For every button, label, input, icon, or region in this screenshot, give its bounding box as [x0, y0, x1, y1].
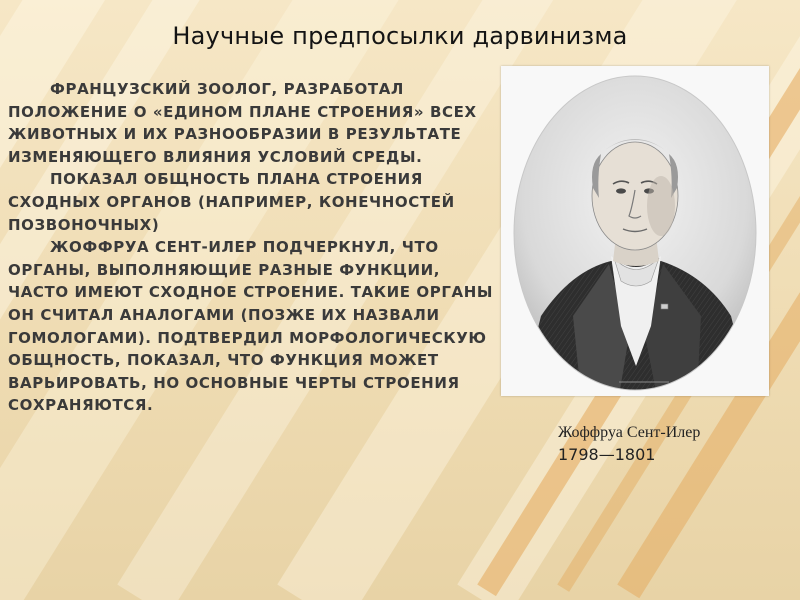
- paragraph-1: ФРАНЦУЗСКИЙ ЗООЛОГ, РАЗРАБОТАЛ ПОЛОЖЕНИЕ О «ЕДИНОМ ПЛАНЕ СТРОЕНИЯ» ВСЕХ ЖИВОТНЫХ И ИХ РАЗНООБРАЗИИ В РЕЗУЛЬТАТЕ ИЗМЕНЯЮЩЕГО ВЛИЯНИЯ УСЛОВИЙ СРЕДЫ.: [8, 80, 477, 166]
- portrait-caption: [558, 422, 788, 466]
- portrait-image: [501, 66, 769, 396]
- slide-title: Научные предпосылки дарвинизма: [172, 22, 628, 50]
- caption-years: 1798—1801: [558, 445, 656, 464]
- paragraph-3: ЖОФФРУА СЕНТ-ИЛЕР ПОДЧЕРКНУЛ, ЧТО ОРГАНЫ, ВЫПОЛНЯЮЩИЕ РАЗНЫЕ ФУНКЦИИ, ЧАСТО ИМЕЮТ СХОДНОЕ СТРОЕНИЕ. ТАКИЕ ОРГАНЫ ОН СЧИТАЛ АНАЛОГАМИ (ПОЗЖЕ ИХ НАЗВАЛИ ГОМОЛОГАМИ). ПОДТВЕРДИЛ МОРФОЛОГИЧЕСКУЮ ОБЩНОСТЬ, ПОКАЗАЛ, ЧТО ФУНКЦИЯ МОЖЕТ ВАРЬИРОВАТЬ, НО ОСНОВНЫЕ ЧЕРТЫ СТРОЕНИЯ СОХРАНЯЮТСЯ.: [8, 238, 494, 415]
- body-text: [8, 78, 500, 417]
- portrait-engraving: [501, 66, 769, 396]
- caption-name: Жоффруа Сент-Илер: [558, 424, 701, 441]
- paragraph-2: ПОКАЗАЛ ОБЩНОСТЬ ПЛАНА СТРОЕНИЯ СХОДНЫХ ОРГАНОВ (НАПРИМЕР, КОНЕЧНОСТЕЙ ПОЗВОНОЧНЫХ): [8, 170, 455, 234]
